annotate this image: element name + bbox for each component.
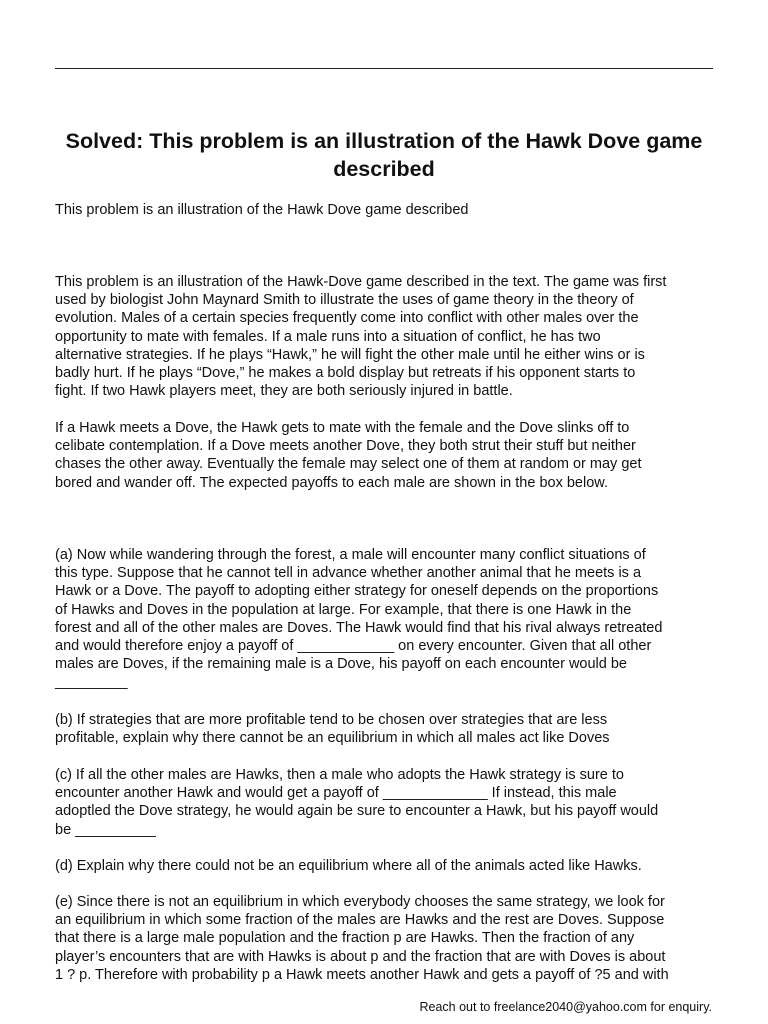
text-line: If a Hawk meets a Dove, the Hawk gets to mate with the female and the Dove slinks off to: [55, 420, 630, 436]
page-title: Solved: This problem is an illustration of the Hawk Dove game described: [65, 129, 703, 181]
page-subtitle: This problem is an illustration of the Hawk Dove game described: [55, 202, 469, 218]
text-line: _________: [55, 674, 128, 691]
text-line: adoptled the Dove strategy, he would again be sure to encounter a Hawk, but his payoff would: [55, 803, 659, 820]
text-line: of Hawks and Doves in the population at large. For example, that there is one Hawk in the: [55, 601, 632, 618]
text-line: forest and all of the other males are Doves. The Hawk would find that his rival always retreated: [55, 619, 663, 636]
text-line: used by biologist John Maynard Smith to illustrate the uses of game theory in the theory of: [55, 292, 634, 309]
text-line: (e) Since there is not an equilibrium in which everybody chooses the same strategy, we look for: [55, 894, 665, 910]
text-line: encounter another Hawk and would get a payoff of _____________ If instead, this male: [55, 785, 617, 802]
text-line: profitable, explain why there cannot be an equilibrium in which all males act like Doves: [55, 730, 610, 747]
text-line: that there is a large male population and the fraction p are Hawks. Then the fraction of any: [55, 930, 635, 947]
question-c: [55, 766, 715, 839]
text-line: chases the other away. Eventually the female may select one of them at random or may get: [55, 456, 642, 473]
text-line: be __________: [55, 821, 156, 838]
paragraph-hawk-meets-dove: [55, 419, 715, 492]
text-line: badly hurt. If he plays “Dove,” he makes a bold display but retreats if his opponent starts to: [55, 365, 636, 382]
text-line: celibate contemplation. If a Dove meets another Dove, they both strut their stuff but neither: [55, 438, 636, 455]
paragraph-intro: [55, 273, 715, 400]
question-d: [55, 857, 715, 875]
text-line: opportunity to mate with females. If a male runs into a situation of conflict, he has two: [55, 328, 601, 345]
text-line: evolution. Males of a certain species frequently come into conflict with other males over the: [55, 310, 639, 327]
text-line: player’s encounters that are with Hawks is about p and the fraction that are with Doves is about: [55, 948, 666, 965]
text-line: 1 ? p. Therefore with probability p a Hawk meets another Hawk and gets a payoff of ?5 and with: [55, 966, 669, 983]
top-divider: [55, 68, 713, 69]
text-line: (d) Explain why there could not be an equilibrium where all of the animals acted like Hawks.: [55, 858, 642, 874]
text-line: alternative strategies. If he plays “Hawk,” he will fight the other male until he either wins or is: [55, 346, 645, 363]
text-line: (b) If strategies that are more profitable tend to be chosen over strategies that are less: [55, 712, 608, 728]
text-line: males are Doves, if the remaining male is a Dove, his payoff on each encounter would be: [55, 656, 627, 673]
text-line: This problem is an illustration of the Hawk-Dove game described in the text. The game was first: [55, 274, 667, 290]
text-line: Hawk or a Dove. The payoff to adopting either strategy for oneself depends on the proportions: [55, 583, 659, 600]
text-line: fight. If two Hawk players meet, they are both seriously injured in battle.: [55, 383, 513, 400]
text-line: bored and wander off. The expected payoffs to each male are shown in the box below.: [55, 474, 608, 491]
text-line: and would therefore enjoy a payoff of ____________ on every encounter. Given that all other: [55, 638, 652, 655]
text-line: an equilibrium in which some fraction of the males are Hawks and the rest are Doves. Suppose: [55, 912, 665, 929]
question-e: [55, 893, 715, 984]
question-a: [55, 546, 715, 692]
question-b: [55, 711, 715, 747]
contact-footer: Reach out to freelance2040@yahoo.com for enquiry.: [419, 1000, 712, 1014]
text-line: (c) If all the other males are Hawks, then a male who adopts the Hawk strategy is sure to: [55, 767, 624, 783]
text-line: this type. Suppose that he cannot tell in advance whether another animal that he meets is a: [55, 565, 642, 582]
text-line: (a) Now while wandering through the forest, a male will encounter many conflict situations of: [55, 547, 646, 563]
